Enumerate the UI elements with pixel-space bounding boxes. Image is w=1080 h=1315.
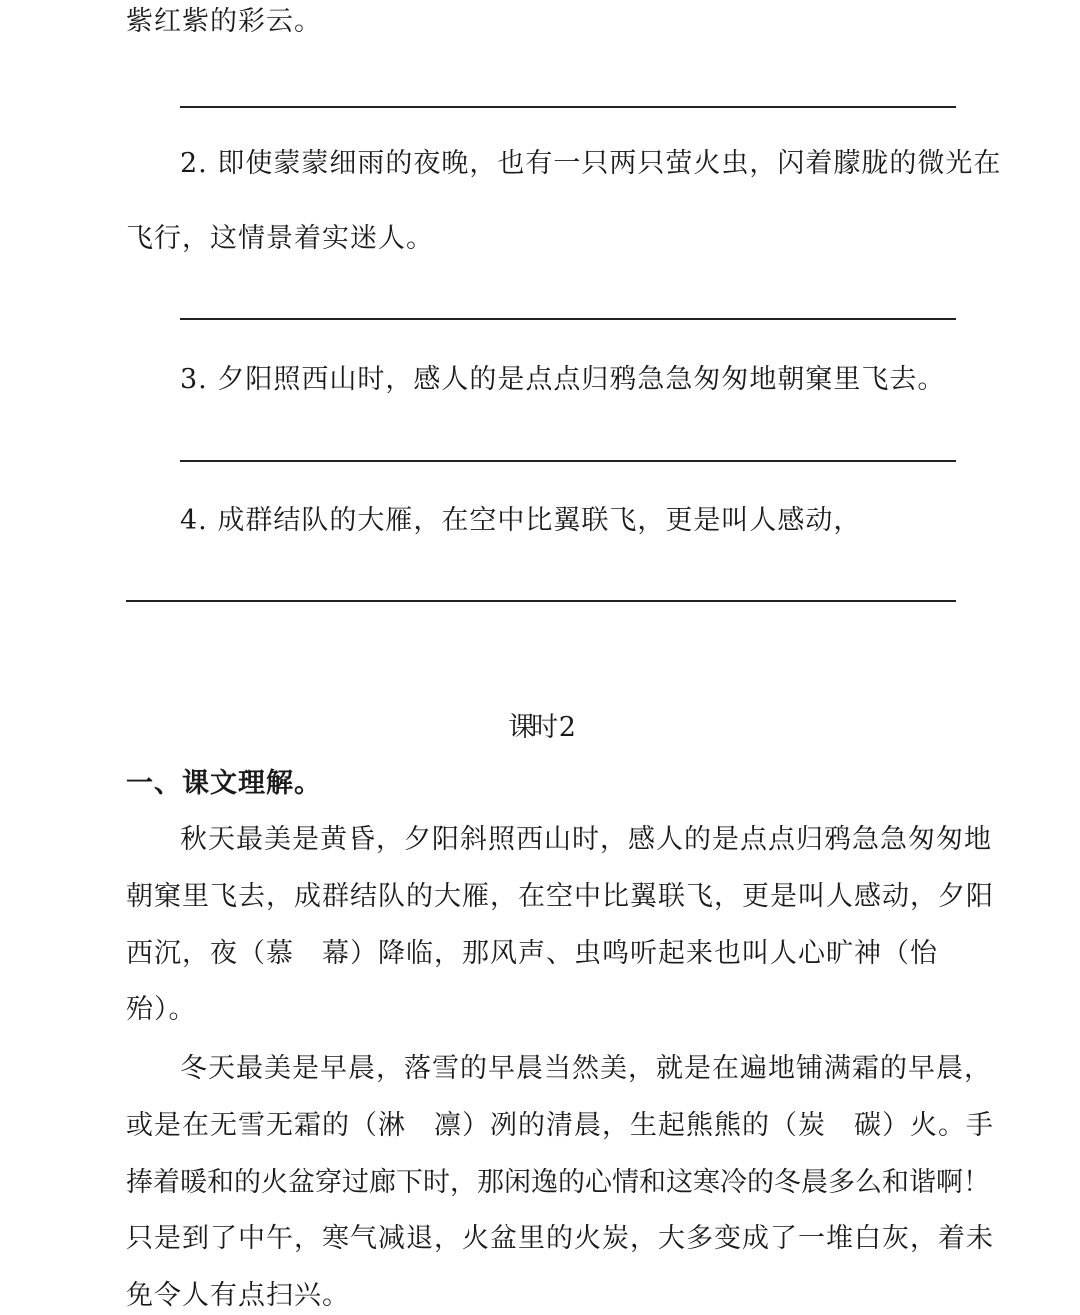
para2-line1: 冬天最美是早晨，落雪的早晨当然美，就是在遍地铺满霜的早晨， xyxy=(180,1053,992,1084)
item2-text-line2: 飞行，这情景着实迷人。 xyxy=(126,223,434,254)
para2-line3: 捧着暖和的火盆穿过廊下时，那闲逸的心情和这寒冷的冬晨多么和谐啊！ xyxy=(126,1167,990,1198)
para2-line5: 免令人有点扫兴。 xyxy=(126,1280,350,1311)
answer-line-2[interactable] xyxy=(180,318,956,320)
item1-tail-text: 紫红紫的彩云。 xyxy=(126,6,322,37)
section-heading: 一、课文理解。 xyxy=(126,768,322,799)
answer-line-4[interactable] xyxy=(126,600,956,602)
para2-line2: 或是在无雪无霜的（淋 凛）冽的清晨，生起熊熊的（炭 碳）火。手 xyxy=(126,1110,994,1141)
item4-text: 4. 成群结队的大雁，在空中比翼联飞，更是叫人感动， xyxy=(180,505,862,536)
para1-line4: 殆）。 xyxy=(126,994,197,1025)
item3-text: 3. 夕阳照西山时，感人的是点点归鸦急急匆匆地朝窠里飞去。 xyxy=(180,364,946,395)
para1-line3: 西沉，夜（慕 幕）降临，那风声、虫鸣听起来也叫人心旷神（怡 xyxy=(126,938,938,969)
lesson-title: 课时 2 xyxy=(508,712,572,743)
para1-line2: 朝窠里飞去，成群结队的大雁，在空中比翼联飞，更是叫人感动，夕阳 xyxy=(126,881,994,912)
item2-text-line1: 2. 即使蒙蒙细雨的夜晚，也有一只两只萤火虫，闪着朦胧的微光在 xyxy=(180,148,1002,179)
para1-line1: 秋天最美是黄昏，夕阳斜照西山时，感人的是点点归鸦急急匆匆地 xyxy=(180,824,992,855)
para2-line4: 只是到了中午，寒气减退，火盆里的火炭，大多变成了一堆白灰，着未 xyxy=(126,1223,994,1254)
answer-line-3[interactable] xyxy=(180,460,956,462)
answer-line-1[interactable] xyxy=(180,106,956,108)
